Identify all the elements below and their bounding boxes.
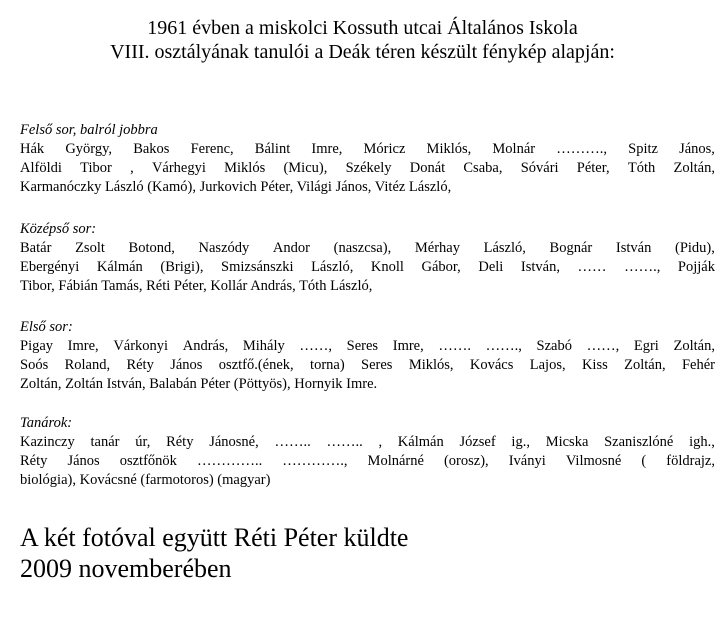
section-teachers: [20, 414, 715, 490]
word: Molnár: [492, 141, 536, 157]
text-line: biológia), Kovácsné (farmotoros) (magyar): [20, 472, 271, 488]
word: Mihály: [242, 338, 285, 354]
word: torna): [310, 357, 345, 373]
word: Iványi: [508, 453, 546, 469]
word: Imre,: [392, 338, 424, 354]
word: (Micu),: [283, 160, 328, 176]
word: Fehér: [681, 357, 715, 373]
word: István,: [520, 259, 560, 275]
word: Kovács: [469, 357, 514, 373]
word: osztfőnök: [119, 453, 177, 469]
word: Zoltán,: [624, 357, 666, 373]
word: Seres: [346, 338, 379, 354]
word: ……,: [586, 338, 620, 354]
word: Imre,: [311, 141, 343, 157]
text-line: Zoltán, Zoltán István, Balabán Péter (Pöttyös), Hornyik Imre.: [20, 376, 378, 392]
word: Várhegyi: [151, 160, 206, 176]
word: Tibor: [80, 160, 112, 176]
word: Bálint: [254, 141, 291, 157]
word: Miklós,: [426, 141, 472, 157]
text-line: [20, 159, 715, 178]
word: …………..: [196, 453, 263, 469]
text-line: Tibor, Fábián Tamás, Réti Péter, Kollár András, Tóth László,: [20, 278, 373, 294]
word: osztfő.(ének,: [218, 357, 294, 373]
text-line: [20, 452, 715, 471]
word: ig.,: [511, 434, 530, 450]
word: Batár: [20, 240, 52, 256]
word: János: [67, 453, 100, 469]
word: Spitz: [628, 141, 658, 157]
section-top-row: [20, 121, 715, 197]
word: ………….,: [282, 453, 348, 469]
text-line: [20, 258, 715, 277]
section-middle-row: [20, 220, 715, 296]
title-line-1: 1961 évben a miskolci Kossuth utcai Általános Iskola: [147, 17, 578, 39]
word: …….: [438, 338, 471, 354]
word: Roland,: [64, 357, 111, 373]
word: (orosz),: [443, 453, 489, 469]
word: Miklós,: [408, 357, 454, 373]
word: Réty: [20, 453, 48, 469]
word: István: [615, 240, 652, 256]
word: ……..: [274, 434, 311, 450]
word: Hák: [20, 141, 45, 157]
word: Imre,: [67, 338, 99, 354]
word: Ferenc,: [190, 141, 234, 157]
word: Kazinczy: [20, 434, 75, 450]
section-front-row: [20, 318, 715, 394]
word: Pojják: [677, 259, 715, 275]
word: (Brigi),: [160, 259, 204, 275]
word: Kiss: [581, 357, 608, 373]
text-line: [20, 356, 715, 375]
word: Molnárné: [367, 453, 424, 469]
word: Naszódy: [198, 240, 250, 256]
document-title: [0, 16, 725, 64]
word: úr,: [135, 434, 151, 450]
word: Alföldi: [20, 160, 62, 176]
word: Bakos: [133, 141, 170, 157]
word: Knoll: [370, 259, 404, 275]
word: (naszcsa),: [333, 240, 392, 256]
word: Kálmán: [397, 434, 444, 450]
word: János,: [679, 141, 715, 157]
text-line: Karmanóczky László (Kamó), Jurkovich Péter, Világi János, Vitéz László,: [20, 179, 452, 195]
word: Réty: [126, 357, 154, 373]
word: …….,: [624, 259, 661, 275]
word: ……..: [326, 434, 363, 450]
text-line: [20, 140, 715, 159]
section-heading: Felső sor, balról jobbra: [20, 122, 158, 138]
word: ……….,: [556, 141, 607, 157]
word: Botond,: [128, 240, 175, 256]
word: Seres: [361, 357, 393, 373]
word: József: [459, 434, 496, 450]
text-line: [20, 433, 715, 452]
word: László,: [483, 240, 526, 256]
footer-note: [20, 522, 408, 584]
section-heading: Középső sor:: [20, 221, 97, 237]
footer-line-1: A két fotóval együtt Réti Péter küldte: [20, 523, 409, 552]
footer-line-2: 2009 novemberében: [20, 554, 232, 583]
word: igh.,: [689, 434, 715, 450]
word: Donát: [409, 160, 446, 176]
word: Szaniszlóné: [604, 434, 674, 450]
word: Lajos,: [529, 357, 566, 373]
word: (: [641, 453, 647, 469]
word: Kálmán: [96, 259, 143, 275]
word: Egri: [633, 338, 659, 354]
word: Micska: [545, 434, 589, 450]
text-line: [20, 239, 715, 258]
word: Andor: [272, 240, 310, 256]
text-line: [20, 337, 715, 356]
word: Móricz: [363, 141, 406, 157]
word: Gábor,: [421, 259, 461, 275]
word: földrajz,: [666, 453, 715, 469]
word: ,: [130, 160, 134, 176]
word: János: [170, 357, 203, 373]
word: Vilmosné: [565, 453, 622, 469]
word: Bognár: [549, 240, 593, 256]
word: Ebergényi: [20, 259, 80, 275]
word: András,: [182, 338, 229, 354]
word: …….,: [485, 338, 522, 354]
word: Zoltán,: [673, 160, 715, 176]
word: Jánosné,: [209, 434, 259, 450]
word: Székely: [345, 160, 392, 176]
word: Zoltán,: [673, 338, 715, 354]
title-line-2: VIII. osztályának tanulói a Deák téren készült fénykép alapján:: [110, 41, 615, 63]
section-heading: Tanárok:: [20, 415, 73, 431]
word: Mérhay: [414, 240, 460, 256]
word: Csaba,: [463, 160, 503, 176]
word: tanár: [90, 434, 120, 450]
word: ,: [378, 434, 383, 450]
word: László,: [311, 259, 354, 275]
word: Miklós: [224, 160, 266, 176]
word: Deli: [478, 259, 504, 275]
word: ……: [577, 259, 607, 275]
word: Sóvári: [520, 160, 559, 176]
word: Smizsánszki: [221, 259, 294, 275]
section-heading: Első sor:: [20, 319, 73, 335]
word: Réty: [166, 434, 194, 450]
word: György,: [65, 141, 113, 157]
word: Szabó: [536, 338, 572, 354]
word: Pigay: [20, 338, 54, 354]
word: ……,: [299, 338, 333, 354]
word: Várkonyi: [113, 338, 169, 354]
word: Soós: [20, 357, 49, 373]
word: Tóth: [627, 160, 656, 176]
word: (Pidu),: [674, 240, 715, 256]
word: Péter,: [576, 160, 610, 176]
word: Zsolt: [75, 240, 105, 256]
